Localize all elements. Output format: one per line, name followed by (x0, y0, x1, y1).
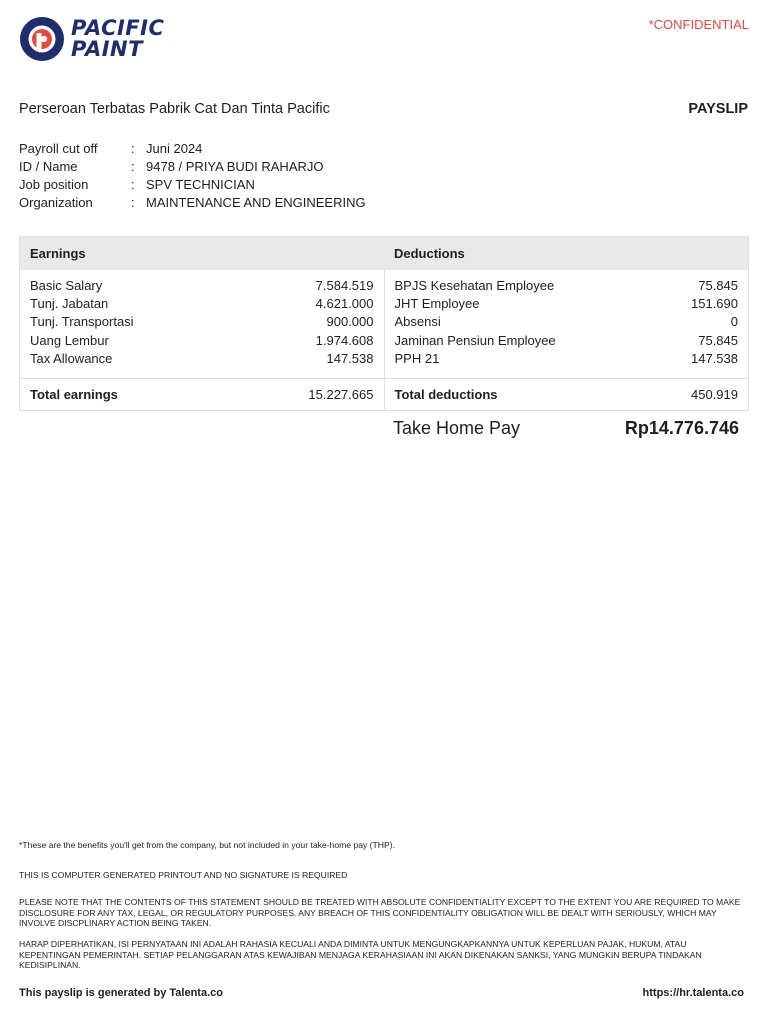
generated-by-text: This payslip is generated by Talenta.co (19, 987, 223, 999)
total-deductions-cell (385, 379, 749, 410)
take-home-pay-amount: Rp14.776.746 (624, 418, 739, 438)
earning-label: Basic Salary (30, 278, 103, 293)
confidential-label: *CONFIDENTIAL (648, 17, 749, 32)
earning-amount: 4.621.000 (315, 296, 374, 312)
earning-label: Uang Lembur (30, 332, 109, 348)
earning-amount: 147.538 (326, 350, 374, 366)
total-deductions-label: Total deductions (394, 386, 498, 402)
table-row (395, 313, 739, 331)
info-row (19, 158, 366, 176)
take-home-pay-label: Take Home Pay (393, 418, 521, 438)
table-row (395, 332, 739, 350)
printout-notice: THIS IS COMPUTER GENERATED PRINTOUT AND NO SIGNATURE IS REQUIRED (19, 870, 348, 880)
table-totals (20, 379, 748, 410)
earning-label: Tunj. Jabatan (30, 296, 109, 312)
info-value: Juni 2024 (146, 141, 203, 156)
info-value: MAINTENANCE AND ENGINEERING (146, 195, 366, 210)
info-value: 9478 / PRIYA BUDI RAHARJO (146, 159, 324, 174)
deductions-header: Deductions (394, 246, 465, 261)
table-row (30, 313, 374, 331)
table-row (395, 277, 739, 295)
earning-amount: 1.974.608 (315, 332, 374, 348)
table-row (30, 332, 374, 350)
deduction-label: Jaminan Pensiun Employee (394, 332, 556, 348)
table-row (30, 350, 374, 368)
take-home-pay (393, 418, 739, 439)
total-earnings-cell (20, 379, 385, 410)
company-name: Perseroan Terbatas Pabrik Cat Dan Tinta Pacific (19, 101, 330, 117)
company-logo (19, 16, 164, 62)
payslip-table (19, 236, 749, 411)
employee-info (19, 140, 366, 212)
table-row (30, 277, 374, 295)
info-label: Payroll cut off (19, 141, 98, 156)
footer (19, 987, 744, 999)
deductions-column (385, 270, 749, 378)
earnings-header: Earnings (30, 246, 86, 261)
deduction-amount: 147.538 (691, 350, 738, 366)
deduction-label: Absensi (394, 314, 441, 330)
logo-line-1: PACIFIC (71, 16, 165, 40)
table-row (395, 350, 739, 368)
benefits-footnote: *These are the benefits you'll get from the company, but not included in your take-home pay (THP). (19, 840, 395, 850)
header (19, 16, 749, 66)
info-value: SPV TECHNICIAN (146, 177, 255, 192)
earning-amount: 900.000 (326, 314, 374, 330)
info-separator: : (131, 195, 135, 210)
deduction-amount: 75.845 (698, 278, 738, 293)
info-row (19, 176, 366, 194)
table-header (20, 237, 748, 270)
deduction-amount: 151.690 (691, 296, 738, 312)
logo-line-2: PAINT (71, 37, 143, 61)
deduction-amount: 75.845 (698, 332, 738, 348)
info-separator: : (131, 141, 135, 156)
confidentiality-notice-id: HARAP DIPERHATIKAN, ISI PERNYATAAN INI ADALAH RAHASIA KECUALI ANDA DIMINTA UNTUK MENGUNGKAPKANNYA UNTUK KEPERLUAN PAJAK, HUKUM, ATAU KEPENTINGAN PEMERINTAH. SETIAP PELANGGARAN ATAS KEWAJIBAN MENJAGA KERAHASIAAN INI AKAN DIKENAKAN SANKSI, YANG MUNGKIN BERUPA TINDAKAN KEDISIPLINAN. (19, 939, 702, 970)
info-label: Job position (19, 177, 89, 192)
earning-amount: 7.584.519 (315, 278, 374, 293)
confidentiality-notice-en: PLEASE NOTE THAT THE CONTENTS OF THIS STATEMENT SHOULD BE TREATED WITH ABSOLUTE CONFIDENTIALITY EXCEPT TO THE EXTENT YOU ARE REQUIRED TO MAKE DISCLOSURE FOR ANY TAX, LEGAL, OR REGULATORY PURPOSES. ANY BREACH OF THIS CONFIDENTIALITY OBLIGATION WILL BE DEALT WITH SERIOUSLY, WHICH MAY INVOLVE DISCPLINARY ACTION BEING TAKEN. (19, 897, 741, 928)
earnings-column (20, 270, 385, 378)
logo-wordmark (71, 18, 164, 60)
info-label: Organization (19, 195, 93, 210)
deduction-label: PPH 21 (394, 350, 440, 366)
earning-label: Tax Allowance (30, 350, 113, 366)
info-label: ID / Name (19, 159, 78, 174)
table-body (20, 270, 748, 379)
total-deductions-amount: 450.919 (691, 386, 738, 402)
deduction-label: BPJS Kesehatan Employee (394, 278, 555, 293)
total-earnings-amount: 15.227.665 (308, 386, 374, 402)
document-title: PAYSLIP (688, 101, 748, 117)
talenta-link[interactable]: https://hr.talenta.co (642, 987, 744, 999)
info-separator: : (131, 177, 135, 192)
info-row (19, 140, 366, 158)
deduction-amount: 0 (730, 314, 738, 330)
table-row (30, 295, 374, 313)
pacific-paint-logo-icon (19, 16, 65, 62)
earning-label: Tunj. Transportasi (30, 314, 134, 330)
total-earnings-label: Total earnings (30, 386, 118, 402)
info-row (19, 194, 366, 212)
info-separator: : (131, 159, 135, 174)
deduction-label: JHT Employee (394, 296, 480, 312)
table-row (395, 295, 739, 313)
